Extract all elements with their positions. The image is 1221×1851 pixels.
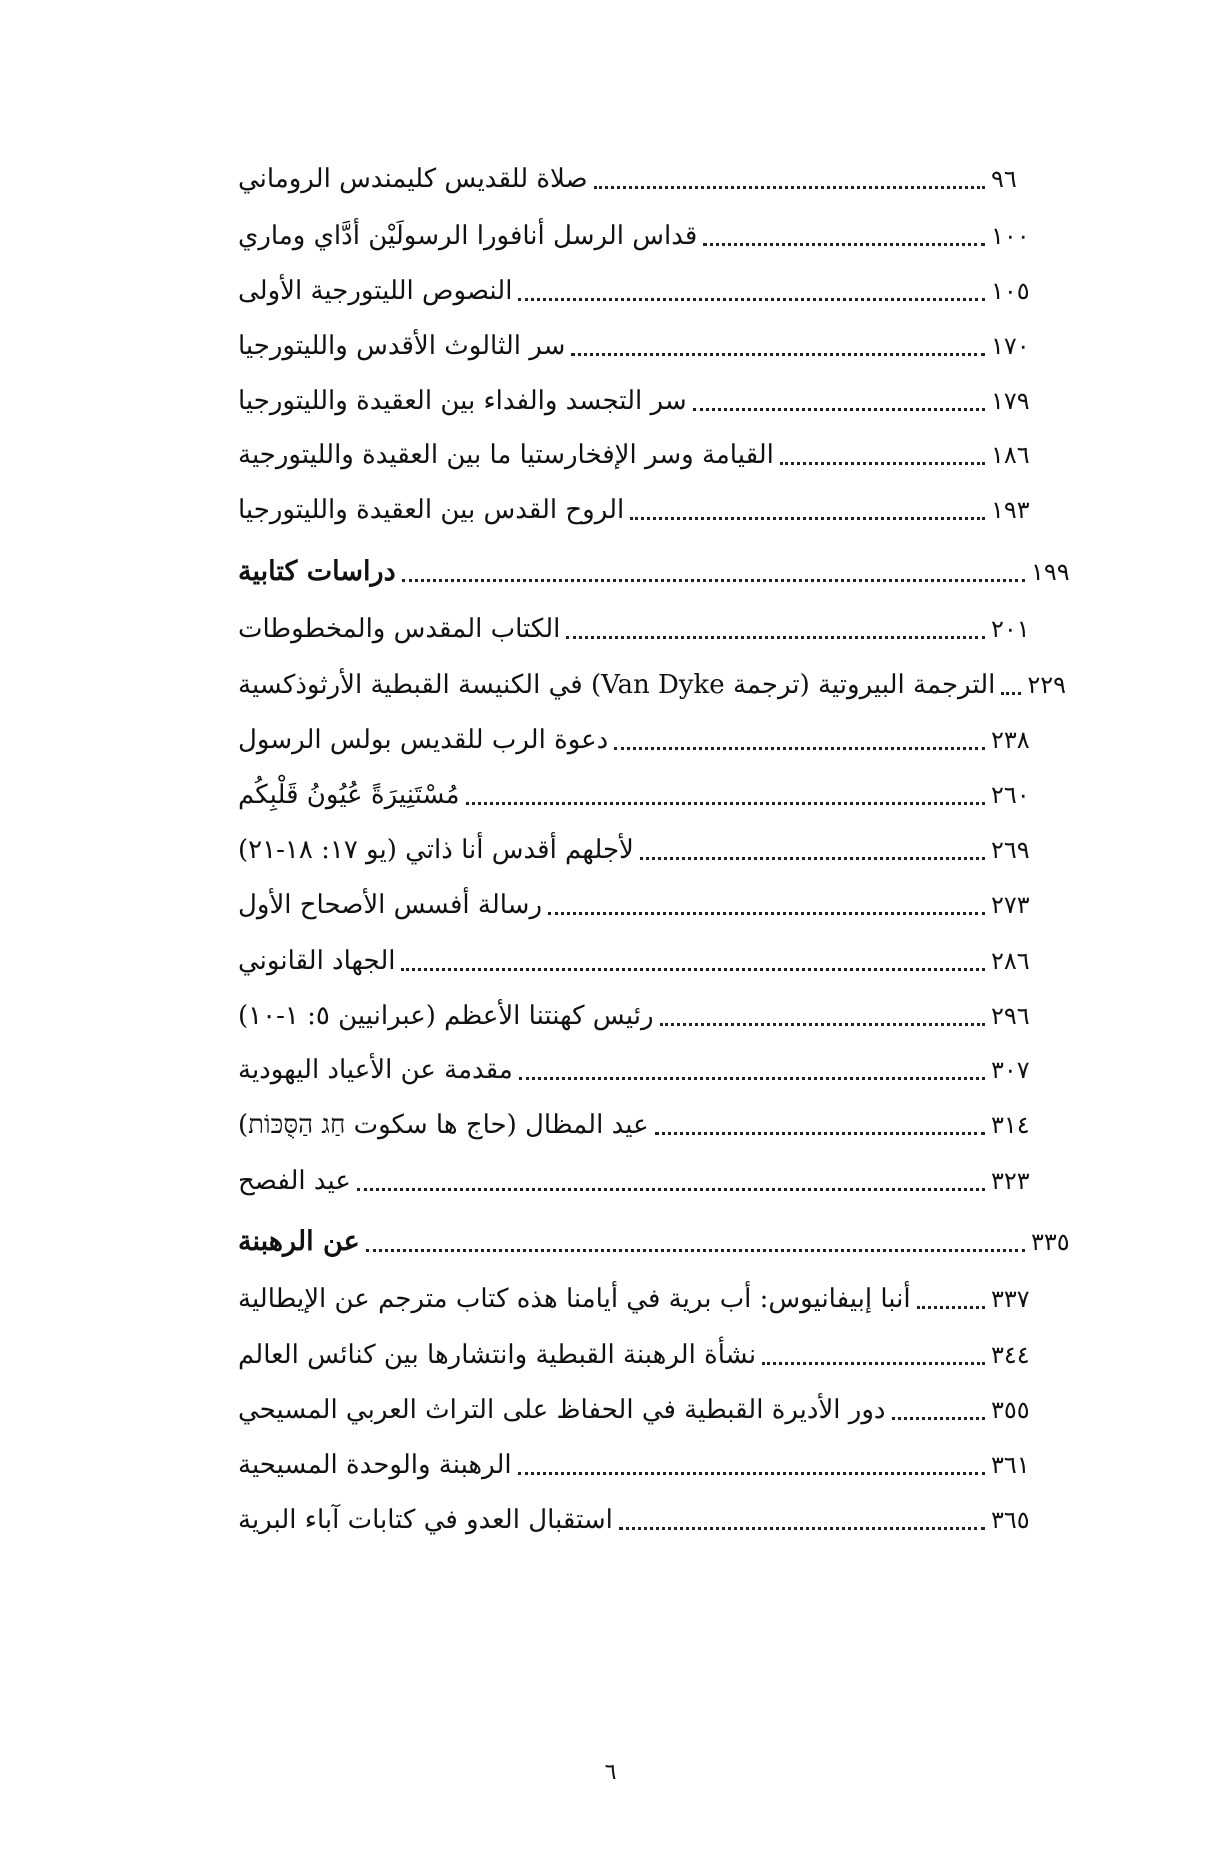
toc-section-heading [238,1218,1071,1266]
toc-entry-page: ١٠٠ [991,222,1030,250]
page-number: ٦ [604,1760,617,1785]
dot-leader [693,408,985,411]
toc-entry-title: القيامة وسر الإفخارستيا ما بين العقيدة والليتورجية [238,440,774,470]
toc-section-heading [238,548,1071,596]
toc-entry [238,1275,1031,1323]
toc-section-page: ١٩٩ [1031,558,1070,586]
toc-entry [238,992,1031,1040]
toc-entry-title: لأجلهم أقدس أنا ذاتي (يو ١٧: ١٨-٢١) [238,835,634,865]
toc-entry-page: ٢٧٣ [991,891,1030,919]
toc-entry-title: الترجمة البيروتية (ترجمة Van Dyke) في الكنيسة القبطية الأرثوذكسية [238,670,996,700]
dot-leader [466,802,985,805]
toc-entry-page: ٣٥٥ [991,1396,1030,1424]
toc-entry-page: ١٩٣ [991,496,1030,524]
toc-entry-title: مُسْتَنِيرَةً عُيُونُ قَلْبِكُم [238,780,460,810]
toc-entry-title: الكتاب المقدس والمخطوطات [238,614,561,644]
dot-leader [548,912,985,915]
toc-entry-page: ٣٦١ [991,1451,1030,1479]
toc-entry-title: أنبا إبيفانيوس: أب برية في أيامنا هذه كتاب مترجم عن الإيطالية [238,1284,911,1314]
toc-entry [238,937,1031,985]
toc-entry-page: ٣٣٧ [991,1285,1030,1313]
toc-entry [238,322,1031,370]
dot-leader [630,517,985,520]
dot-leader [780,462,985,465]
toc-entry-title: سر الثالوث الأقدس والليتورجيا [238,331,566,361]
dot-leader [1001,692,1021,695]
toc-entry-title: الروح القدس بين العقيدة والليتورجيا [238,495,625,525]
toc-entry [238,377,1031,425]
toc-entry-title: الجهاد القانوني [238,946,396,976]
dot-leader [640,857,985,860]
toc-entry-title: دعوة الرب للقديس بولس الرسول [238,725,609,755]
toc-entry-page: ٢٩٦ [991,1002,1030,1030]
dot-leader [402,579,1025,582]
dot-leader [357,1188,985,1191]
toc-entry [238,716,1031,764]
toc-entry [238,155,1031,203]
toc-entry-title: دور الأديرة القبطية في الحفاظ على التراث العربي المسيحي [238,1395,886,1425]
dot-leader [762,1362,985,1365]
dot-leader [401,968,985,971]
toc-entry-page: ٣٦٥ [991,1506,1030,1534]
dot-leader [571,353,985,356]
dot-leader [366,1249,1025,1252]
dot-leader [518,298,985,301]
toc-entry-title: مقدمة عن الأعياد اليهودية [238,1055,513,1085]
toc-entry-page: ٢٦٩ [991,836,1030,864]
toc-entry-page: ١٠٥ [991,277,1030,305]
toc-entry-page: ٢٠١ [991,615,1030,643]
toc-entry [238,661,1067,709]
toc-entry-page: ١٧٩ [991,387,1030,415]
toc-entry-title: عيد الفصح [238,1166,351,1196]
toc-entry [238,1157,1031,1205]
toc-section-title: عن الرهبنة [238,1226,360,1257]
toc-entry [238,826,1031,874]
toc-entry [238,431,1031,479]
toc-entry [238,486,1031,534]
toc-entry-title: رسالة أفسس الأصحاح الأول [238,890,543,920]
dot-leader [655,1132,985,1135]
dot-leader [703,243,985,246]
dot-leader [660,1023,985,1026]
toc-entry-page: ٢٢٩ [1027,671,1067,699]
toc-entry-title: النصوص الليتورجية الأولى [238,276,513,306]
toc-entry-title: قداس الرسل أنافورا الرسولَيْن أدَّاي وماري [238,221,698,251]
toc-section-page: ٣٣٥ [1031,1228,1070,1256]
toc-entry-title: الرهبنة والوحدة المسيحية [238,1450,512,1480]
toc-entry-page: ٣٤٤ [991,1341,1030,1369]
dot-leader [917,1306,985,1309]
toc-entry [238,267,1031,315]
toc-entry-page: ٣٠٧ [991,1056,1030,1084]
toc-entry-page: ٩٦ [991,165,1017,193]
toc-entry-title: صلاة للقديس كليمندس الروماني [238,164,588,194]
toc-entry-page: ١٧٠ [991,332,1030,360]
toc-entry [238,605,1031,653]
toc-entry-title: نشأة الرهبنة القبطية وانتشارها بين كنائس العالم [238,1340,757,1370]
dot-leader [519,1077,985,1080]
dot-leader [594,186,985,189]
toc-entry [238,1386,1031,1434]
toc-entry-title: رئيس كهنتنا الأعظم (عبرانيين ٥: ١-١٠) [238,1001,654,1031]
toc-entry-title: استقبال العدو في كتابات آباء البرية [238,1505,613,1535]
dot-leader [566,636,985,639]
dot-leader [892,1417,986,1420]
toc-entry [238,212,1031,260]
toc-entry [238,771,1031,819]
toc-entry [238,1331,1031,1379]
toc-entry-page: ٢٣٨ [991,726,1030,754]
dot-leader [619,1527,985,1530]
toc-entry-page: ٢٦٠ [991,781,1030,809]
toc-entry-page: ٣٢٣ [991,1167,1030,1195]
toc-section-title: دراسات كتابية [238,556,396,587]
toc-entry-title: سر التجسد والفداء بين العقيدة والليتورجيا [238,386,687,416]
toc-entry [238,1101,1031,1149]
toc-entry-page: ٢٨٦ [991,947,1030,975]
dot-leader [518,1472,985,1475]
toc-entry-page: ٣١٤ [991,1111,1030,1139]
toc-entry [238,881,1031,929]
dot-leader [614,747,985,750]
toc-entry-title: عيد المظال (حاج ها سكوت חַג הַסֻּכּוֹת) [238,1110,649,1140]
toc-entry-page: ١٨٦ [991,441,1030,469]
toc-entry [238,1496,1031,1544]
toc-entry [238,1046,1031,1094]
toc-entry [238,1441,1031,1489]
